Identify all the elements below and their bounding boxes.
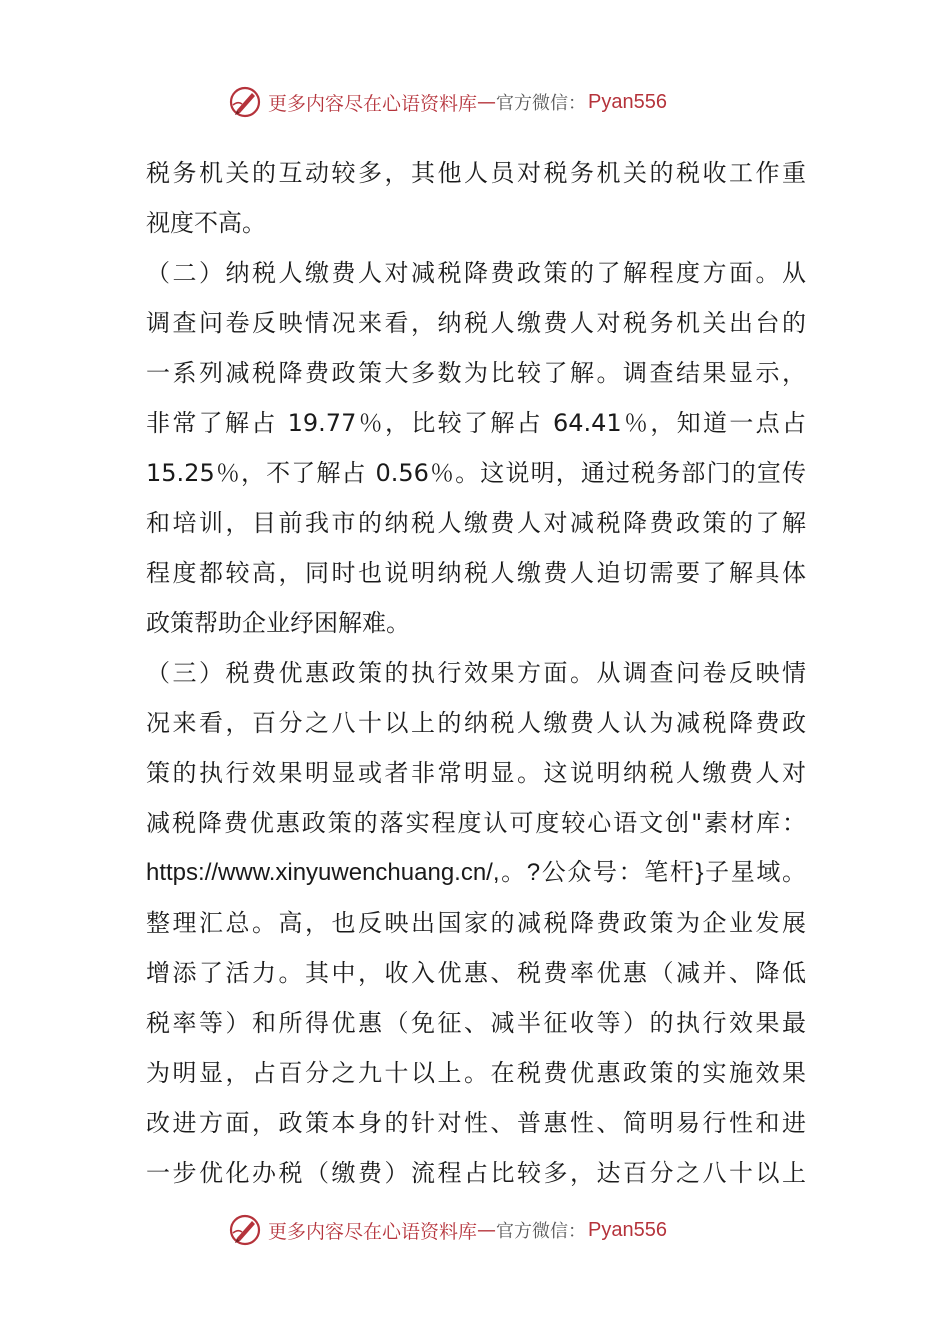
body-line: 视度不高。	[146, 209, 266, 237]
body-line: 改进方面，政策本身的针对性、普惠性、简明易行性和进	[146, 1109, 806, 1137]
body-line: 策的执行效果明显或者非常明显。这说明纳税人缴费人对	[146, 759, 806, 787]
body-line: （二）纳税人缴费人对减税降费政策的了解程度方面。从	[146, 259, 806, 287]
body-line: 程度都较高，同时也说明纳税人缴费人迫切需要了解具体	[146, 559, 806, 587]
pen-logo-icon	[228, 85, 262, 119]
document-body	[146, 148, 806, 1198]
body-line: 调查问卷反映情况来看，纳税人缴费人对税务机关出台的	[146, 309, 806, 337]
official-label: 官方微信：	[496, 93, 587, 114]
separator: —	[477, 91, 497, 113]
brand-text: 更多内容尽在心语资料库	[268, 1220, 478, 1243]
footer-banner	[228, 1210, 748, 1250]
body-line: （三）税费优惠政策的执行效果方面。从调查问卷反映情	[146, 659, 806, 687]
wechat-id: Pyan556	[588, 1218, 667, 1241]
body-line: 政策帮助企业纾困解难。	[146, 609, 410, 637]
wechat-id: Pyan556	[588, 90, 667, 113]
body-line: 15.25％，不了解占 0.56％。这说明，通过税务部门的宣传	[146, 459, 806, 487]
body-line: 增添了活力。其中，收入优惠、税费率优惠（减并、降低	[146, 959, 806, 987]
body-line: 整理汇总。高，也反映出国家的减税降费政策为企业发展	[146, 909, 806, 937]
official-label: 官方微信：	[496, 1221, 587, 1242]
body-line: 为明显，占百分之九十以上。在税费优惠政策的实施效果	[146, 1059, 806, 1087]
body-line: 非常了解占 19.77％，比较了解占 64.41％，知道一点占	[146, 409, 806, 437]
brand-text: 更多内容尽在心语资料库	[268, 92, 478, 115]
body-line: 和培训，目前我市的纳税人缴费人对减税降费政策的了解	[146, 509, 806, 537]
header-banner	[228, 82, 748, 122]
body-line: 税率等）和所得优惠（免征、减半征收等）的执行效果最	[146, 1009, 806, 1037]
body-line-url: https://www.xinyuwenchuang.cn/,。?公众号：笔杆}子星域。	[146, 859, 806, 886]
pen-logo-icon	[228, 1213, 262, 1247]
body-line: 一系列减税降费政策大多数为比较了解。调查结果显示，	[146, 359, 806, 387]
separator: —	[477, 1219, 497, 1241]
body-line: 减税降费优惠政策的落实程度认可度较心语文创"素材库：	[146, 809, 806, 837]
body-line: 一步优化办税（缴费）流程占比较多，达百分之八十以上	[146, 1159, 806, 1187]
body-line: 况来看，百分之八十以上的纳税人缴费人认为减税降费政	[146, 709, 806, 737]
body-line: 税务机关的互动较多，其他人员对税务机关的税收工作重	[146, 159, 806, 187]
